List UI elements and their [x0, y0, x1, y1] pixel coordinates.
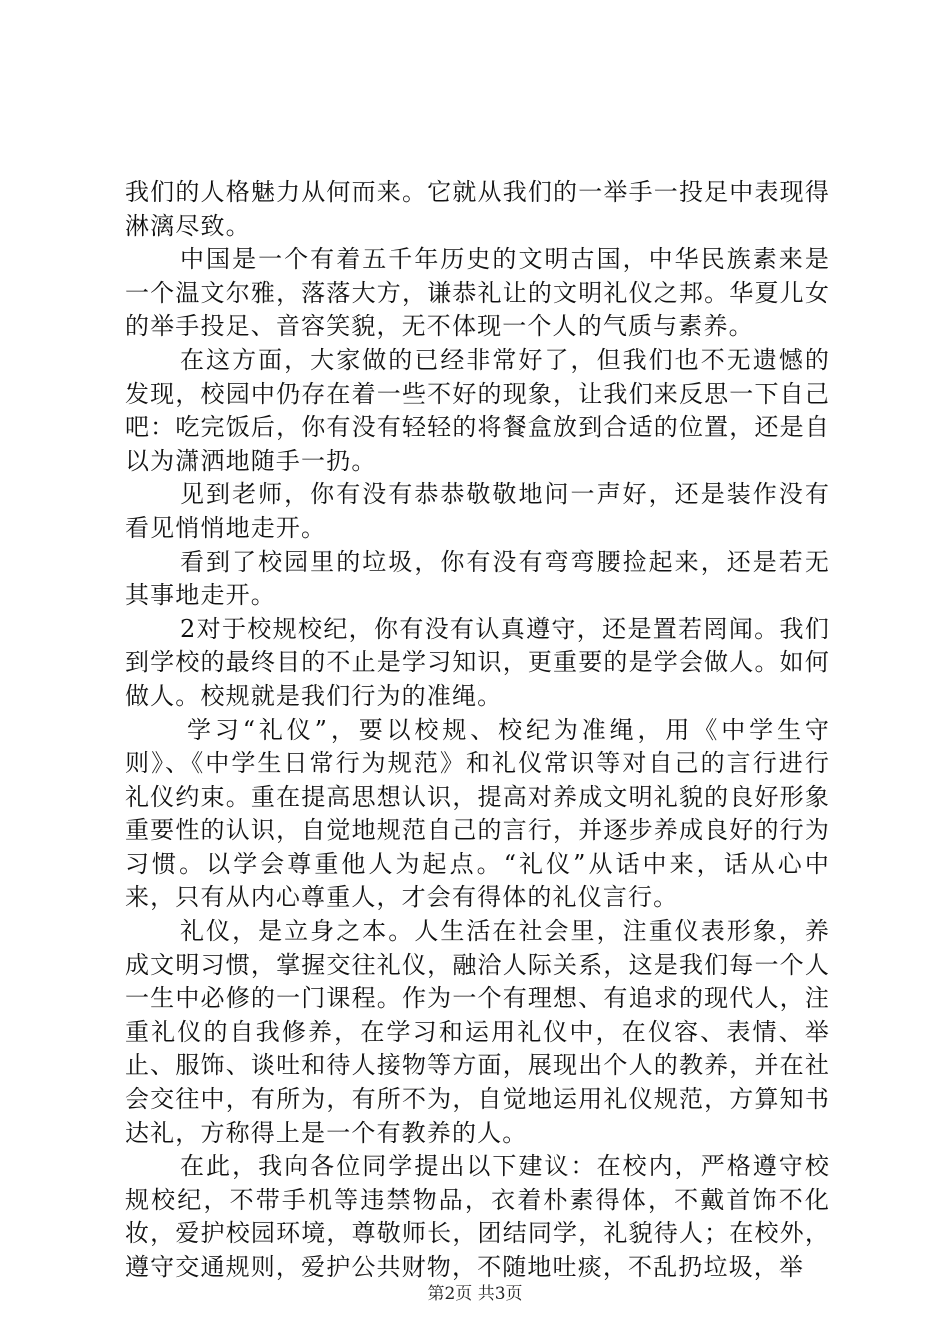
page-footer	[0, 1284, 950, 1304]
document-body	[125, 176, 830, 1285]
paragraph-suggestions: 在此，我向各位同学提出以下建议：在校内，严格遵守校规校纪，不带手机等违禁物品，衣着朴素得体，不戴首饰不化妆，爱护校园环境，尊敬师长，团结同学，礼貌待人；在校外，遵守交通规则，爱护公共财物，不随地吐痰，不乱扔垃圾，举	[125, 1152, 830, 1281]
page-number-label: 第2页 共3页	[427, 1284, 523, 1304]
paragraph-china-civilization: 中国是一个有着五千年历史的文明古国，中华民族素来是一个温文尔雅，落落大方，谦恭礼让的文明礼仪之邦。华夏儿女的举手投足、音容笑貌，无不体现一个人的气质与素养。	[125, 245, 830, 341]
paragraph-school-rules: 2对于校规校纪，你有没有认真遵守，还是置若罔闻。我们到学校的最终目的不止是学习知识，更重要的是学会做人。如何做人。校规就是我们行为的准绳。	[125, 614, 830, 710]
paragraph-etiquette-foundation: 礼仪，是立身之本。人生活在社会里，注重仪表形象，养成文明习惯，掌握交往礼仪，融洽人际关系，这是我们每一个人一生中必修的一门课程。作为一个有理想、有追求的现代人，注重礼仪的自我修养，在学习和运用礼仪中，在仪容、表情、举止、服饰、谈吐和待人接物等方面，展现出个人的教养，并在社会交往中，有所为，有所不为，自觉地运用礼仪规范，方算知书达礼，方称得上是一个有教养的人。	[125, 917, 830, 1147]
paragraph-campus-litter: 看到了校园里的垃圾，你有没有弯弯腰捡起来，还是若无其事地走开。	[125, 547, 830, 610]
paragraph-greeting-teachers: 见到老师，你有没有恭恭敬敬地问一声好，还是装作没有看见悄悄地走开。	[125, 480, 830, 542]
paragraph-campus-phenomena: 在这方面，大家做的已经非常好了，但我们也不无遗憾的发现，校园中仍存在着一些不好的现象，让我们来反思一下自己吧：吃完饭后，你有没有轻轻的将餐盒放到合适的位置，还是自以为潇洒地随手一扔。	[125, 345, 830, 475]
paragraph-learning-etiquette: 学习“礼仪”，要以校规、校纪为准绳，用《中学生守则》、《中学生日常行为规范》和礼仪常识等对自己的言行进行礼仪约束。重在提高思想认识，提高对养成文明礼貌的良好形象重要性的认识，自觉地规范自己的言行，并逐步养成良好的行为习惯。以学会尊重他人为起点。“礼仪”从话中来，话从心中来，只有从内心尊重人，才会有得体的礼仪言行。	[125, 715, 830, 912]
paragraph-continuation: 我们的人格魅力从何而来。它就从我们的一举手一投足中表现得淋漓尽致。	[125, 178, 830, 240]
